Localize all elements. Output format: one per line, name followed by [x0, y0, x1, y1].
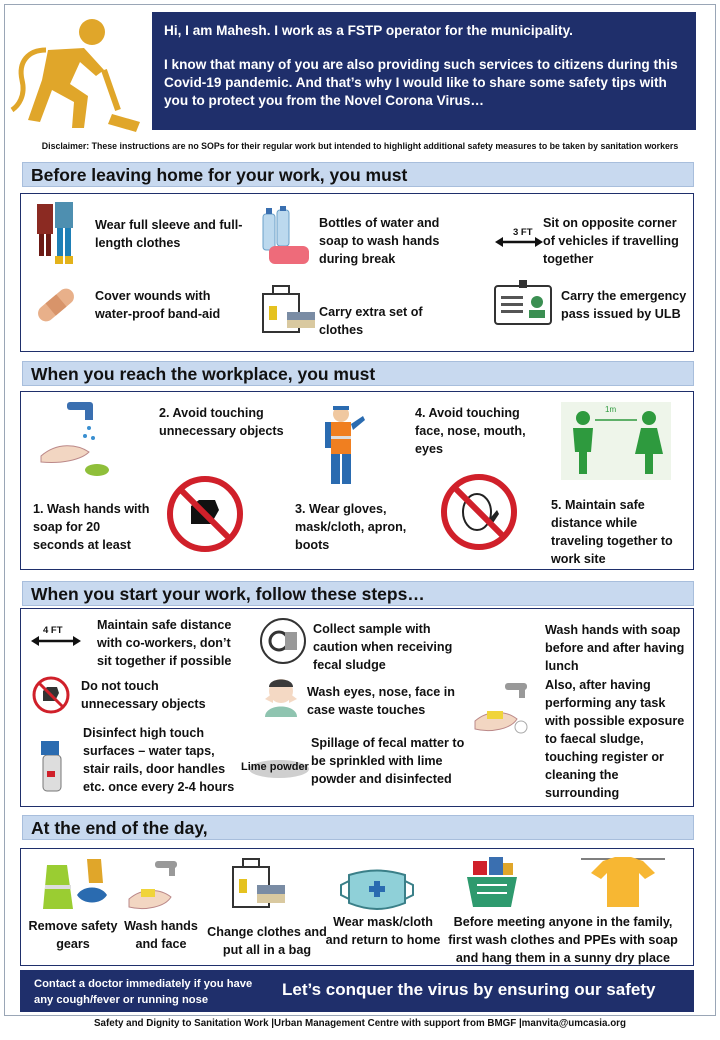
wash-hands-face-label: Wash hands and face: [124, 919, 198, 951]
step5-maintain-distance-label: 5. Maintain safe distance while traveling together to work site: [551, 498, 673, 566]
intro-box: [152, 12, 696, 130]
disinfectant-spray-icon: [37, 737, 67, 793]
spillage-label: Spillage of fecal matter to be sprinkled with lime powder and disinfected: [311, 736, 465, 786]
section-before-leaving-title: Before leaving home for your work, you must: [22, 162, 694, 187]
distance-tag-4ft: 4 FT: [43, 625, 63, 636]
wear-full-sleeve-label: Wear full sleeve and full-length clothes: [95, 218, 243, 250]
no-face-touch-icon: [439, 472, 519, 552]
section-start-work-title: When you start your work, follow these steps…: [22, 581, 694, 606]
wash-clothes-ppe-label: Before meeting anyone in the family, first wash clothes and PPEs with soap and hang them in a sunny dry place: [448, 915, 678, 965]
drying-shirt-icon: [581, 851, 665, 911]
wash-after-exposure-label: Also, after having performing any task with possible exposure to faecal sludge, touching register or cleaning the surrounding: [545, 678, 685, 800]
id-pass-icon: [493, 280, 553, 326]
clothes-bag-icon: [259, 280, 319, 336]
section-before-leaving: [20, 193, 694, 352]
cover-wounds-label: Cover wounds with water-proof band-aid: [95, 289, 221, 321]
clothes-bag-icon: [229, 853, 293, 911]
section-workplace-title: When you reach the workplace, you must: [22, 361, 694, 386]
section-workplace: [20, 391, 694, 570]
sit-opposite-corner-label: Sit on opposite corner of vehicles if travelling together: [543, 216, 679, 266]
wash-eyes-label: Wash eyes, nose, face in case waste touches: [307, 685, 455, 717]
footer: Safety and Dignity to Sanitation Work |Urban Management Centre with support from BMGF |manvita@umcasia.org: [94, 1018, 626, 1029]
no-touch-icon: [165, 474, 245, 554]
step4-avoid-touching-face-label: 4. Avoid touching face, nose, mouth, eyes: [415, 406, 526, 456]
hand-face-wash-icon: [125, 859, 189, 915]
distance-tag-1m: 1m: [605, 405, 617, 414]
do-not-touch-label: Do not touch unnecessary objects: [81, 679, 206, 711]
maintain-distance-coworkers-label: Maintain safe distance with co-workers, don’t sit together if possible: [97, 618, 232, 668]
section-end-of-day-title: At the end of the day,: [22, 815, 694, 840]
emergency-pass-label: Carry the emergency pass issued by ULB: [561, 289, 687, 321]
face-wash-icon: [259, 673, 303, 719]
band-aid-icon: [33, 282, 79, 328]
carry-extra-clothes-label: Carry extra set of clothes: [319, 305, 423, 337]
contact-bar: [20, 970, 694, 1012]
wash-hands-lunch-label: Wash hands with soap before and after having lunch: [545, 623, 685, 673]
disinfect-surfaces-label: Disinfect high touch surfaces – water taps, stair rails, door handles etc. once every 2-4 hours: [83, 726, 235, 794]
section-end-of-day: [20, 848, 694, 966]
slogan: Let’s conquer the virus by ensuring our safety: [282, 980, 656, 999]
clothes-icon: [31, 198, 81, 266]
step1-wash-hands-label: 1. Wash hands with soap for 20 seconds at least: [33, 502, 150, 552]
disclaimer: Disclaimer: These instructions are no SOPs for their regular work but intended to highlight additional safety measures to be taken by sanitation workers: [41, 141, 679, 151]
intro-message: I know that many of you are also providing such services to citizens during this Covid-19 pandemic. And that’s why I would like to share some safety tips with you to protect you from the Novel Corona Virus…: [164, 57, 678, 108]
lime-powder-label: Lime powder: [241, 761, 309, 773]
collect-sample-label: Collect sample with caution when receiving fecal sludge: [313, 622, 453, 672]
step3-wear-gloves-label: 3. Wear gloves, mask/cloth, apron, boots: [295, 502, 407, 552]
intro-greeting: Hi, I am Mahesh. I work as a FSTP operator for the municipality.: [164, 23, 573, 38]
laundry-basket-icon: [463, 853, 521, 911]
sanitation-worker-icon: [8, 10, 148, 135]
distance-tag-3ft: 3 FT: [513, 227, 533, 238]
safety-gear-icon: [43, 855, 107, 911]
section-start-work: [20, 608, 694, 807]
hand-wash-tap-icon: [37, 398, 117, 478]
worker-ppe-icon: [317, 402, 377, 492]
face-mask-icon: [339, 867, 415, 913]
wear-mask-return-label: Wear mask/cloth and return to home: [325, 915, 441, 947]
sample-tape-icon: [259, 617, 307, 665]
contact-doctor-text: Contact a doctor immediately if you have any cough/fever or running nose: [34, 978, 253, 1006]
remove-safety-gears-label: Remove safety gears: [28, 919, 118, 951]
bottles-water-soap-label: Bottles of water and soap to wash hands during break: [319, 216, 440, 266]
water-bottle-soap-icon: [257, 206, 317, 268]
no-touch-small-icon: [31, 675, 71, 715]
change-clothes-label: Change clothes and put all in a bag: [207, 925, 327, 957]
step2-avoid-touching-objects-label: 2. Avoid touching unnecessary objects: [159, 406, 284, 438]
hand-wash-icon: [471, 681, 539, 741]
